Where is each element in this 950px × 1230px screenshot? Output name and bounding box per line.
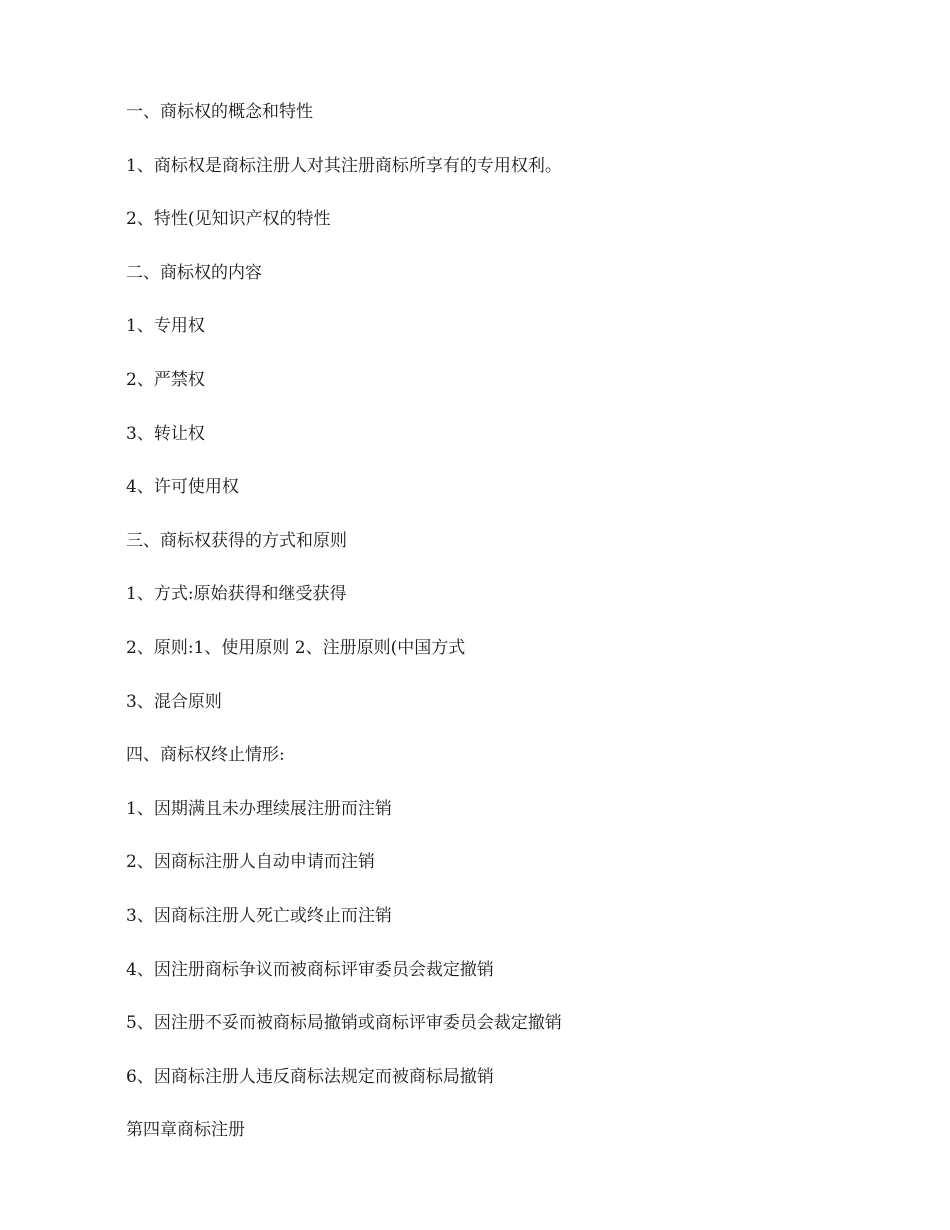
section-heading-2: 二、商标权的内容 <box>126 262 262 283</box>
paragraph-item: 1、方式:原始获得和继受获得 <box>126 584 347 605</box>
section-heading-1: 一、商标权的概念和特性 <box>126 102 313 122</box>
paragraph-item: 1、专用权 <box>126 316 205 337</box>
paragraph-item: 4、许可使用权 <box>126 477 239 498</box>
paragraph-item: 1、商标权是商标注册人对其注册商标所享有的专用权利。 <box>126 155 562 176</box>
section-heading-4: 四、商标权终止情形: <box>126 745 285 766</box>
section-heading-3: 三、商标权获得的方式和原则 <box>126 530 347 551</box>
paragraph-item: 6、因商标注册人违反商标法规定而被商标局撤销 <box>126 1066 494 1087</box>
paragraph-item: 3、转让权 <box>126 423 205 444</box>
paragraph-item: 2、特性(见知识产权的特性 <box>126 209 331 230</box>
paragraph-item: 2、原则:1、使用原则 2、注册原则(中国方式 <box>126 637 466 658</box>
document-body <box>126 98 826 1170</box>
paragraph-item: 3、混合原则 <box>126 691 222 712</box>
paragraph-item: 4、因注册商标争议而被商标评审委员会裁定撤销 <box>126 959 494 980</box>
paragraph-item: 1、因期满且未办理续展注册而注销 <box>126 798 392 819</box>
paragraph-item: 5、因注册不妥而被商标局撤销或商标评审委员会裁定撤销 <box>126 1013 562 1034</box>
paragraph-item: 3、因商标注册人死亡或终止而注销 <box>126 905 392 926</box>
paragraph-item: 2、严禁权 <box>126 369 205 390</box>
paragraph-item: 2、因商标注册人自动申请而注销 <box>126 852 375 873</box>
chapter-heading: 第四章商标注册 <box>126 1120 245 1141</box>
